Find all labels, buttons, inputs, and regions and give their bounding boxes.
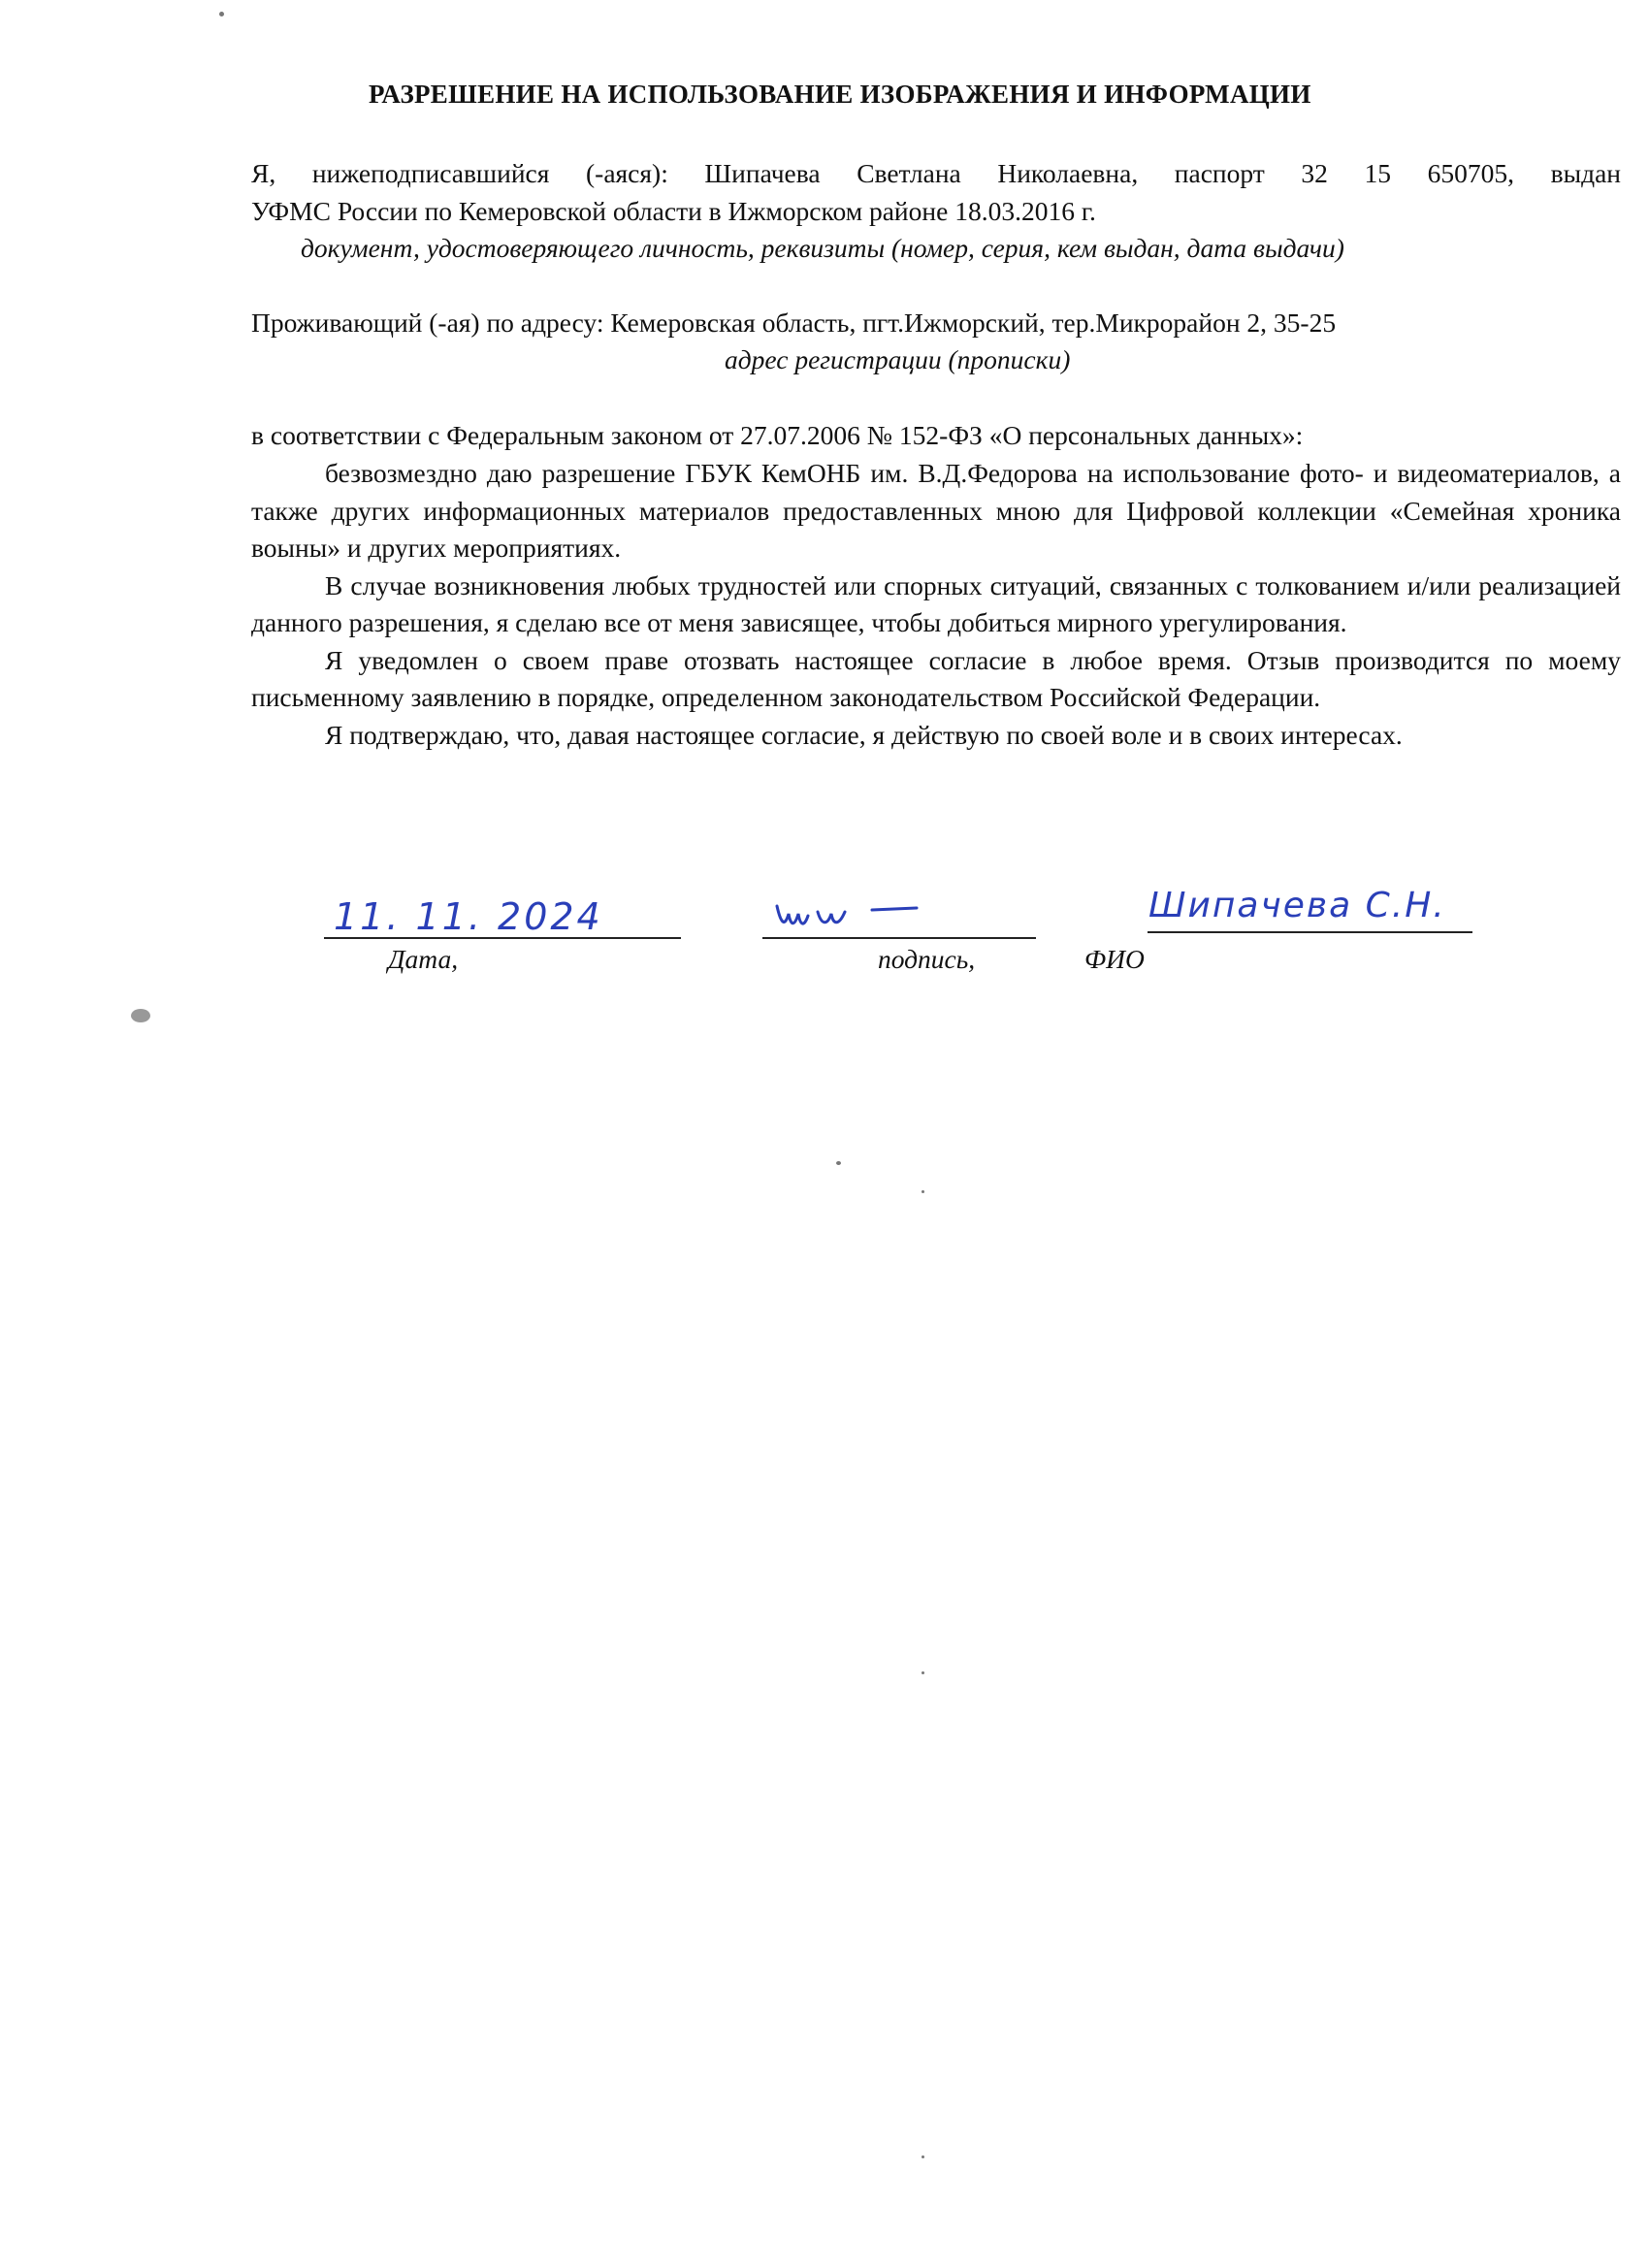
identity-text [251, 155, 1621, 230]
address-line: Проживающий (-ая) по адресу: Кемеровская область, пгт.Ижморский, тер.Микрорайон 2, 35-25 [251, 308, 1337, 338]
fio-value-text: Шипачева С.Н. [1148, 886, 1446, 925]
paragraph-confirmation: Я подтверждаю, что, давая настоящее согласие, я действую по своей воле и в своих интересах. [325, 719, 1403, 750]
scan-speck [922, 1190, 924, 1193]
paragraph-revocation: Я уведомлен о своем праве отозвать настоящее согласие в любое время. Отзыв производится по моему письменному заявлению в порядке, определенном законодательством Российской Федерации. [251, 644, 1621, 712]
scan-speck [131, 1009, 150, 1022]
scan-speck [219, 12, 224, 16]
identity-line-1: Я, нижеподписавшийся (-аяся): Шипачева Светлана Николаевна, паспорт 32 15 650705, выдан [251, 158, 1621, 188]
identity-caption: документ, удостоверяющего личность, реквизиты (номер, серия, кем выдан, дата выдачи) [301, 233, 1344, 263]
date-value-text: 11. 11. 2024 [334, 895, 603, 938]
scan-speck [922, 2155, 924, 2158]
handwritten-fio [1148, 878, 1556, 932]
signature-line [762, 937, 1036, 939]
address-caption: адрес регистрации (прописки) [725, 344, 1071, 374]
fio-line [1148, 931, 1472, 933]
consent-body [251, 455, 1621, 754]
scan-speck [922, 1671, 924, 1674]
law-reference: в соответствии с Федеральным законом от 27.07.2006 № 152-ФЗ «О персональных данных»: [251, 420, 1304, 450]
signature-label: подпись, [878, 944, 976, 974]
date-line [324, 937, 681, 939]
date-label: Дата, [388, 944, 459, 974]
handwritten-date [330, 891, 621, 941]
paragraph-permission: безвозмездно даю разрешение ГБУК КемОНБ им. В.Д.Федорова на использование фото- и видеоматериалов, а также других информационных материалов предоставленных мною для Цифровой коллекции «Семейная хроника воыны» и других мероприятиях. [251, 458, 1621, 563]
identity-line-2: УФМС России по Кемеровской области в Ижморском районе 18.03.2016 г. [251, 195, 1096, 226]
scan-speck [836, 1161, 841, 1165]
document-title: РАЗРЕШЕНИЕ НА ИСПОЛЬЗОВАНИЕ ИЗОБРАЖЕНИЯ И ИНФОРМАЦИИ [369, 80, 1311, 109]
paragraph-disputes: В случае возникновения любых трудностей или спорных ситуаций, связанных с толкованием и/или реализацией данного разрешения, я сделаю все от меня зависящее, чтобы добиться мирного урегулирования. [251, 569, 1621, 637]
signature-mark [771, 885, 965, 939]
fio-label: ФИО [1084, 944, 1145, 974]
